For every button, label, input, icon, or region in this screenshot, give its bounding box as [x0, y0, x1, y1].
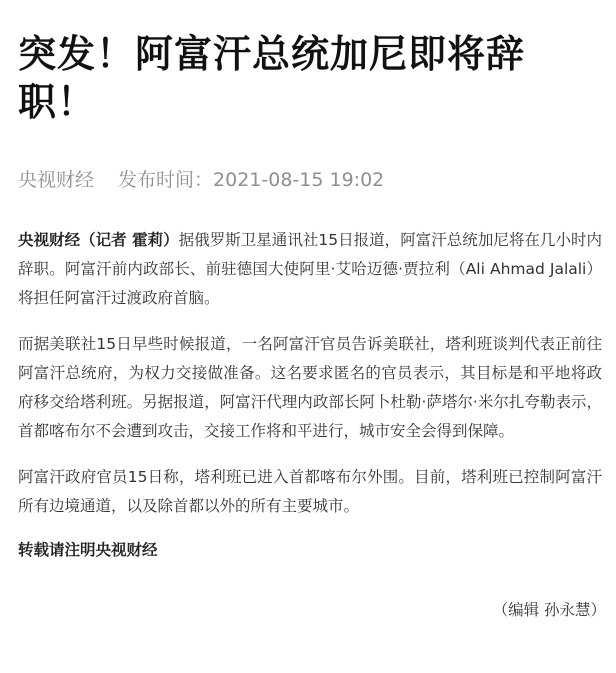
- article-body: [18, 226, 602, 562]
- article-title: 突发！阿富汗总统加尼即将辞职！: [18, 32, 526, 124]
- paragraph-2-text: 而据美联社15日早些时候报道，一名阿富汗官员告诉美联社，塔利班谈判代表正前往阿富汗总统府，为权力交接做准备。这名要求匿名的官员表示，其目标是和平地将政府移交给塔利班。另据报道，阿富汗代理内政部长阿卜杜勒·萨塔尔·米尔扎夸勒表示，首都喀布尔不会遭到攻击，交接工作将和平进行，城市安全会得到保障。: [18, 335, 602, 440]
- publish-time: 2021-08-15 19:02: [213, 169, 385, 191]
- article: [18, 30, 602, 562]
- publish-label: 发布时间：: [118, 169, 214, 191]
- reporter-byline: 央视财经（记者 霍莉）: [18, 231, 179, 249]
- paragraph-2: [18, 330, 602, 446]
- paragraph-3: [18, 463, 602, 521]
- repost-notice: 转载请注明央视财经: [18, 541, 158, 559]
- article-source: 央视财经: [18, 169, 95, 191]
- paragraph-1: [18, 226, 602, 313]
- editor-credit: （编辑 孙永慧）: [492, 601, 606, 619]
- paragraph-3-text: 阿富汗政府官员15日称，塔利班已进入首都喀布尔外围。目前，塔利班已控制阿富汗所有边境通道，以及除首都以外的所有主要城市。: [18, 468, 602, 515]
- article-meta: [18, 168, 602, 192]
- paragraph-1-text: 据俄罗斯卫星通讯社15日报道，阿富汗总统加尼将在几小时内辞职。阿富汗前内政部长、前驻德国大使阿里·艾哈迈德·贾拉利（Ali Ahmad Jalali）将担任阿富汗过渡政府首脑。: [18, 231, 602, 307]
